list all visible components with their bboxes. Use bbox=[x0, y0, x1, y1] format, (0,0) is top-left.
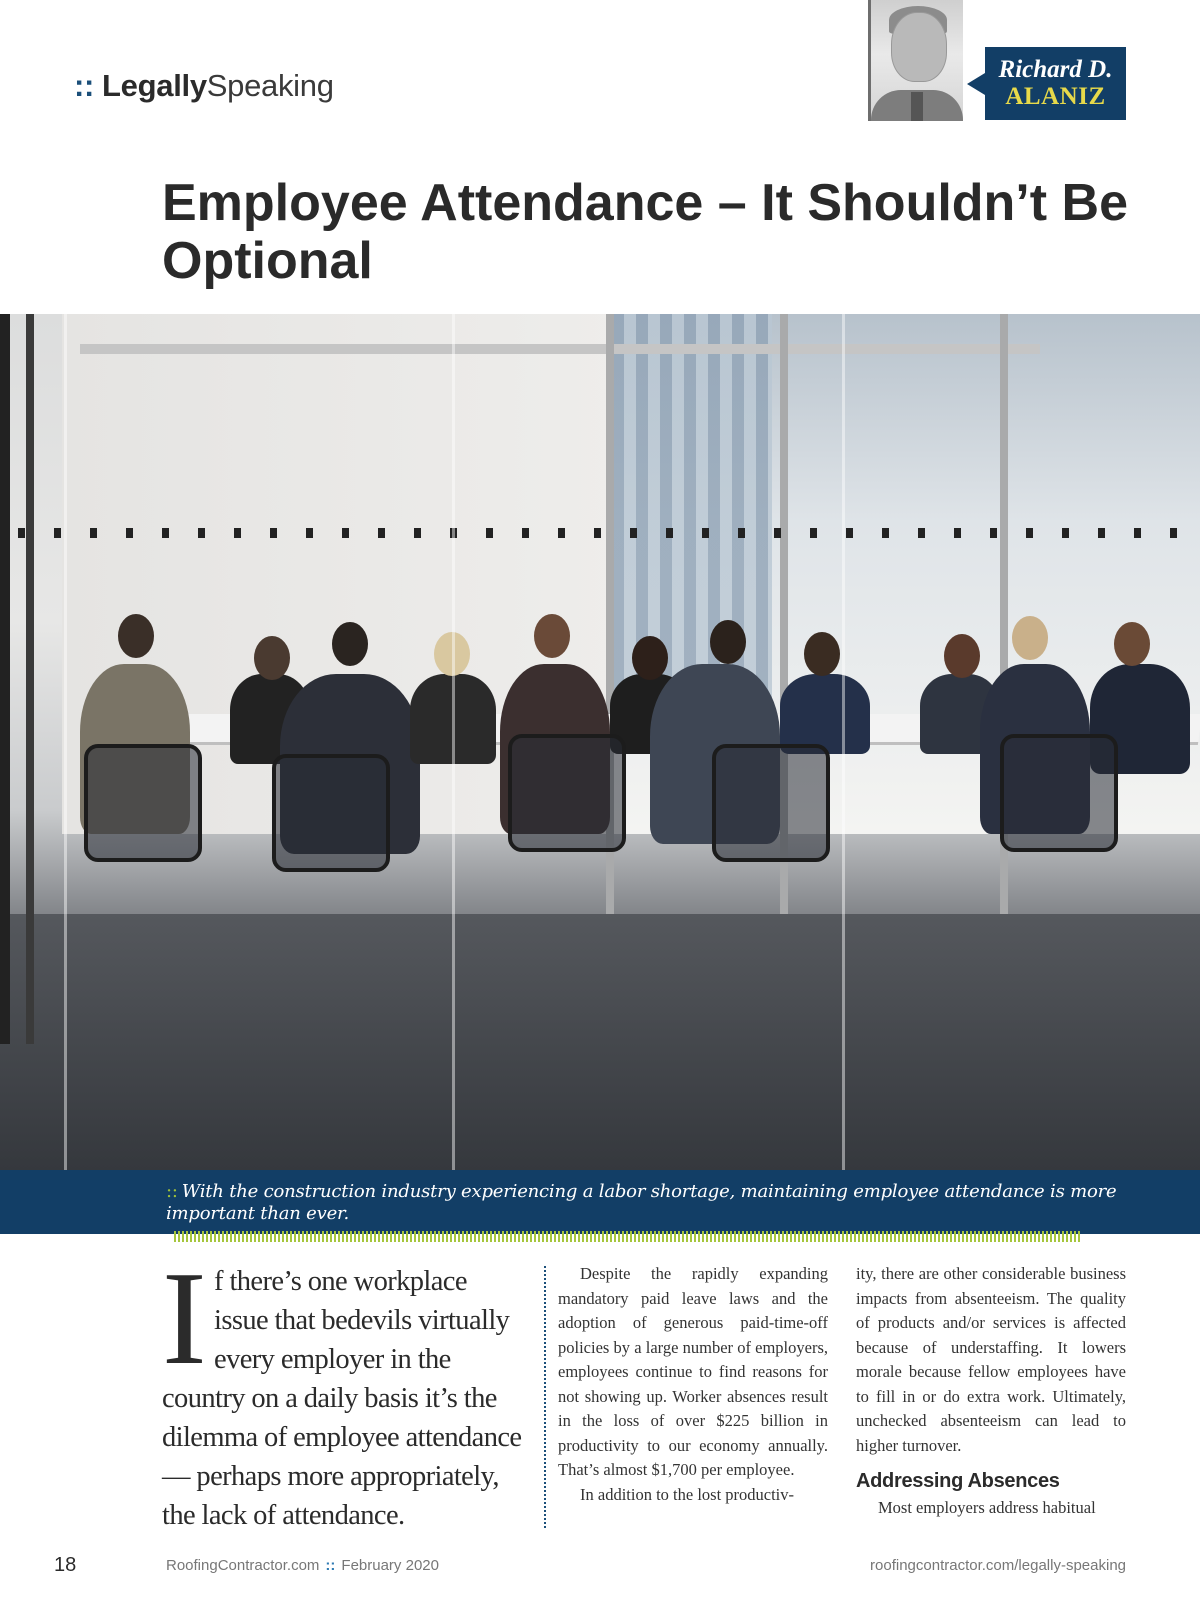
footer-issue: February 2020 bbox=[341, 1557, 439, 1574]
photo-caption bbox=[0, 1170, 1200, 1234]
footer-dots: :: bbox=[325, 1557, 336, 1574]
author-byline bbox=[985, 47, 1126, 120]
caption-dots: :: bbox=[166, 1181, 178, 1202]
author-photo bbox=[868, 0, 963, 121]
caption-rule bbox=[174, 1231, 1080, 1242]
caption-text: With the construction industry experiencing a labor shortage, maintaining employee attendance is more important than ever. bbox=[166, 1181, 1117, 1224]
page-number: 18 bbox=[54, 1554, 77, 1576]
section-tag bbox=[74, 68, 334, 104]
section-dots: :: bbox=[74, 68, 95, 103]
subhead: Addressing Absences bbox=[856, 1470, 1060, 1492]
footer-site: RoofingContractor.com bbox=[166, 1557, 320, 1574]
column-2 bbox=[558, 1262, 828, 1507]
footer-url[interactable]: roofingcontractor.com/legally-speaking bbox=[870, 1557, 1126, 1574]
body-paragraph: Most employers address habitual bbox=[878, 1498, 1096, 1517]
column-3 bbox=[856, 1262, 1126, 1521]
author-first-name: Richard D. bbox=[998, 56, 1113, 83]
section-name-light: Speaking bbox=[206, 68, 334, 103]
section-name-bold: Legally bbox=[102, 68, 207, 103]
lead-text: f there’s one workplace issue that bedevils virtually every employer in the country on a daily basis it’s the dilemma of employee attendance — perhaps more appropriately, the lack of attendance. bbox=[162, 1266, 522, 1531]
body-paragraph: In addition to the lost productiv- bbox=[580, 1484, 795, 1504]
author-last-name: ALANIZ bbox=[1005, 83, 1106, 110]
column-lead bbox=[162, 1244, 526, 1535]
body-paragraph: ity, there are other considerable business impacts from absenteeism. The quality of products and/or services is affected because of understaffing. It lowers morale because fellow employees have to fill in or do extra work. Ultimately, unchecked absenteeism can lead to higher turnover. bbox=[856, 1264, 1126, 1455]
hero-photo bbox=[0, 314, 1200, 1170]
body-paragraph: Despite the rapidly expanding mandatory paid leave laws and the adoption of generous paid-time-off policies by a large number of employers, employees continue to find reasons for not showing up. Worker absences result in the loss of over $225 billion in productivity to our economy annually. That’s almost $1,700 per employee. bbox=[558, 1264, 828, 1479]
column-divider bbox=[544, 1266, 546, 1528]
article-title: Employee Attendance – It Shouldn’t Be Optional bbox=[162, 174, 1128, 290]
drop-cap: I bbox=[162, 1244, 207, 1392]
lead-paragraph bbox=[162, 1244, 526, 1535]
footer-publication bbox=[166, 1557, 439, 1574]
